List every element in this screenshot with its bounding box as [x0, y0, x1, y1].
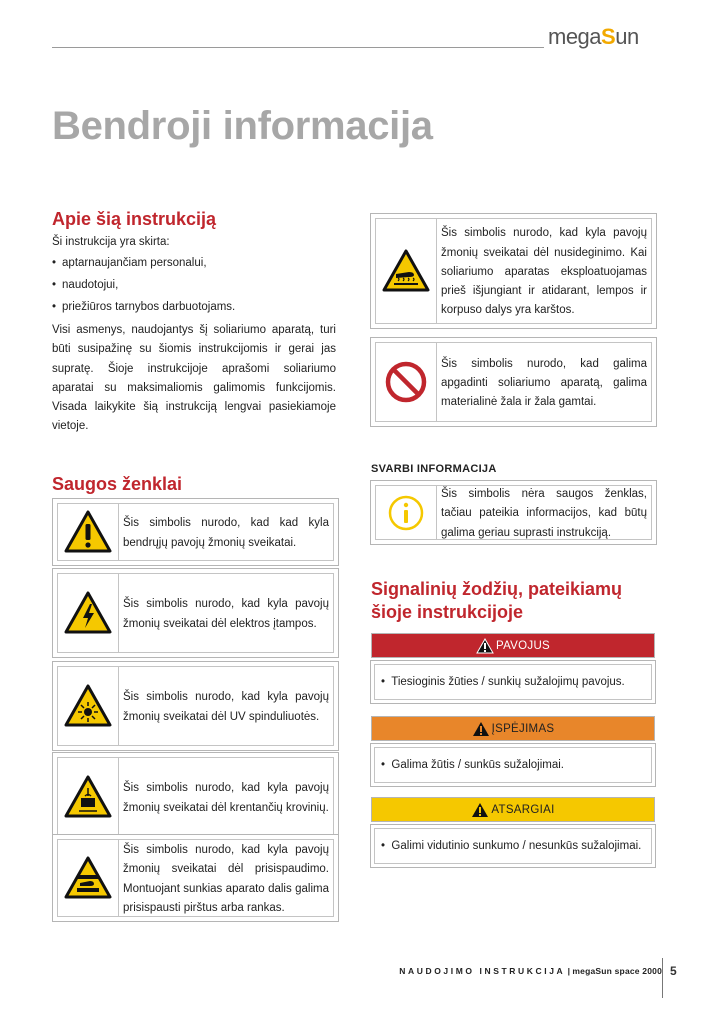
general-warning-icon	[63, 509, 113, 555]
safety-sign-hot-surface: Šis simbolis nurodo, kad kyla pavojų žmonių sveikatai dėl nusideginimo. Kai soliariumo aparatas eksploatuojamas prieš išjungiant ir atidarant, lempos ir korpuso dalys yra karštos.	[370, 213, 657, 329]
safety-sign-crush: Šis simbolis nurodo, kad kyla pavojų žmonių sveikatai dėl prisispaudimo. Montuojant sunkias aparato dalis galima prisispausti pirštus arba rankas.	[52, 834, 339, 922]
list-item: • aptarnaujančiam personalui,	[52, 252, 337, 274]
electric-hazard-icon	[63, 590, 113, 636]
falling-load-icon	[63, 774, 113, 820]
warning-label: ĮSPĖJIMAS	[371, 716, 655, 741]
list-item: • Galimi vidutinio sunkumo / nesunkūs sužalojimai.	[381, 840, 642, 852]
list-item: • priežiūros tarnybos darbuotojams.	[52, 296, 337, 318]
danger-warning-icon	[476, 638, 494, 654]
safety-sign-uv: Šis simbolis nurodo, kad kyla pavojų žmonių sveikatai dėl UV spinduliuotės.	[52, 661, 339, 751]
header-rule	[52, 47, 544, 48]
uv-radiation-icon	[63, 683, 113, 729]
safety-sign-general: Šis simbolis nurodo, kad kad kyla bendrųjų pavojų žmonių sveikatai.	[52, 498, 339, 566]
safety-sign-prohibition: Šis simbolis nurodo, kad galima apgadinti soliariumo aparatą, galima materialinė žala ir žala gamtai.	[370, 337, 657, 427]
about-intro: Ši instrukcija yra skirta:	[52, 236, 170, 248]
warning-description-box	[370, 743, 656, 787]
list-item: • naudotojui,	[52, 274, 337, 296]
footer-text: NAUDOJIMO INSTRUKCIJA | megaSun space 2000	[399, 966, 662, 976]
list-item: • Galima žūtis / sunkūs sužalojimai.	[381, 759, 564, 771]
footer-divider	[662, 958, 663, 998]
safety-sign-electric: Šis simbolis nurodo, kad kyla pavojų žmonių sveikatai dėl elektros įtampos.	[52, 568, 339, 658]
audience-list	[52, 252, 337, 318]
safety-heading: Saugos ženklai	[52, 474, 183, 494]
important-heading: SVARBI INFORMACIJA	[371, 463, 497, 475]
crush-hazard-icon	[63, 855, 113, 901]
danger-label: PAVOJUS	[371, 633, 655, 658]
caution-triangle-icon	[471, 802, 489, 818]
page-title: Bendroji informacija	[52, 104, 433, 148]
prohibition-icon	[383, 359, 429, 405]
about-heading: Apie šią instrukciją	[52, 209, 217, 229]
about-paragraph: Visi asmenys, naudojantys šį soliariumo aparatą, turi būti susipažinę su šiomis instrukcijomis ir gerai jas supratę. Šioje instrukcijoje aprašomi soliariumo aparatai su maksimaliomis galimomis funkcijomis. Visada laikykite šią instrukciją lengvai pasiekiamoje vietoje.	[52, 324, 336, 433]
list-item: • Tiesioginis žūties / sunkių sužalojimų pavojus.	[381, 676, 625, 688]
caution-label: ATSARGIAI	[371, 797, 655, 822]
info-sign-box: Šis simbolis nėra saugos ženklas, tačiau pateikia informacijos, kad būtų galima geriau suprasti instrukciją.	[370, 480, 657, 545]
hot-surface-icon	[381, 248, 431, 294]
caution-description-box	[370, 824, 656, 868]
info-icon	[386, 493, 426, 533]
danger-description-box	[370, 660, 656, 704]
signal-words-heading: Signalinių žodžių, pateikiamų šioje instrukcijoje	[371, 579, 623, 622]
warning-triangle-icon	[472, 721, 490, 737]
page-number: 5	[670, 964, 677, 978]
safety-sign-falling-load: Šis simbolis nurodo, kad kyla pavojų žmonių sveikatai dėl krentančių krovinių.	[52, 752, 339, 842]
megasun-logo: megaSun	[548, 24, 639, 49]
